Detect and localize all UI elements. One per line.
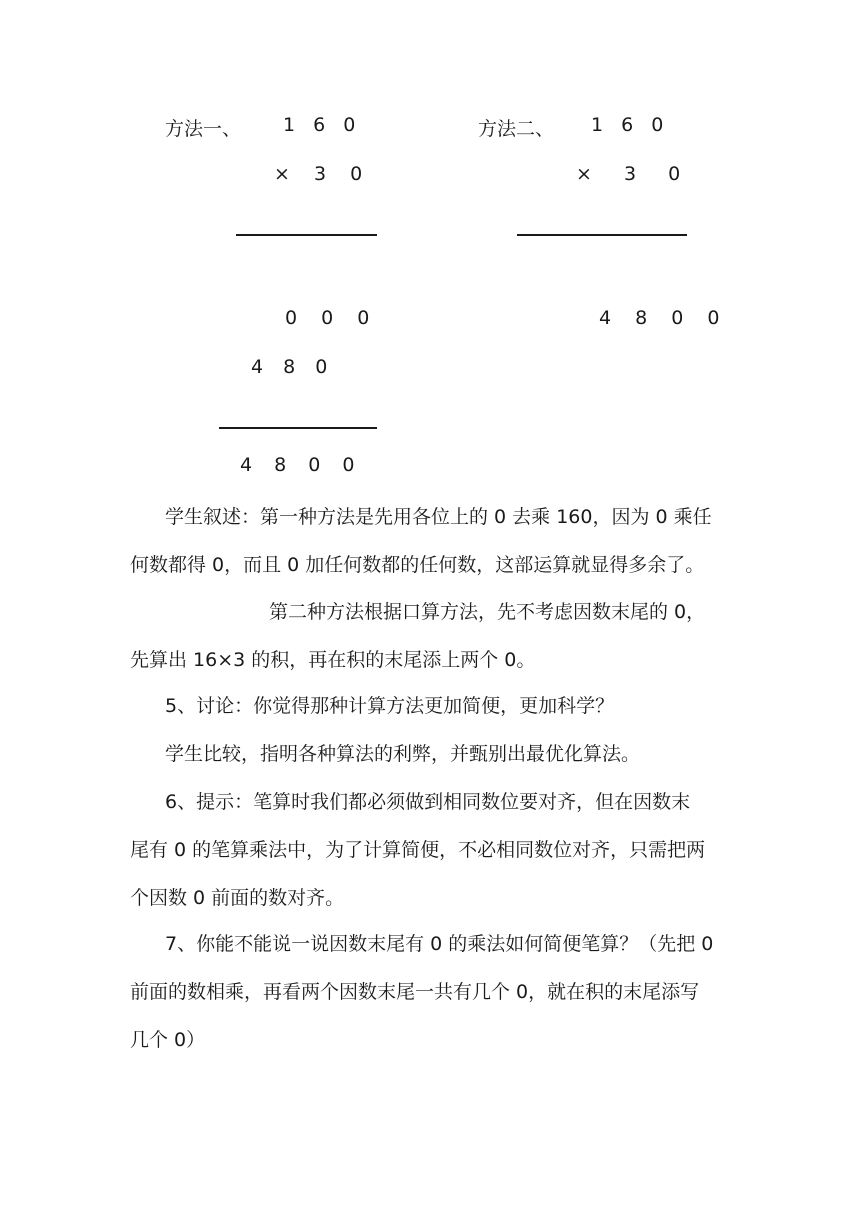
text-line: 先算出 16×3 的积，再在积的末尾添上两个 0。: [130, 649, 536, 671]
method2-multiplier: × 3 0: [576, 163, 681, 185]
paragraph-student-narration: [130, 493, 730, 589]
method2-label: 方法二、: [478, 118, 555, 140]
text-line: 几个 0）: [130, 1029, 206, 1051]
paragraph-second-method: [130, 588, 730, 684]
text-line: 个因数 0 前面的数对齐。: [130, 887, 345, 909]
text-line: 5、讨论：你觉得那种计算方法更加简便，更加科学？: [165, 695, 615, 717]
paragraph-question-7: [130, 920, 730, 1064]
paragraph-discussion: [130, 682, 730, 730]
method1-label: 方法一、: [165, 118, 242, 140]
text-line: 6、提示：笔算时我们都必须做到相同数位要对齐，但在因数末: [165, 791, 691, 813]
text-line: 7、你能不能说一说因数末尾有 0 的乘法如何简便笔算？（先把 0: [165, 933, 714, 955]
paragraph-comparison: [130, 730, 730, 778]
text-line: 何数都得 0，而且 0 加任何数都的任何数，这部运算就显得多余了。: [130, 554, 705, 576]
method2-rule: [517, 234, 687, 236]
text-line: 第二种方法根据口算方法，先不考虑因数末尾的 0，: [269, 601, 706, 623]
method1-result: 4 8 0 0: [240, 454, 355, 476]
text-line: 学生叙述：第一种方法是先用各位上的 0 去乘 160，因为 0 乘任: [165, 506, 712, 528]
method1-multiplicand: 1 6 0: [283, 114, 356, 136]
method2-result: 4 8 0 0: [599, 307, 720, 329]
method2-multiplicand: 1 6 0: [591, 114, 664, 136]
method1-partial-product-2: 4 8 0: [251, 356, 328, 378]
method1-multiplier: × 3 0: [274, 163, 363, 185]
method1-rule-2: [219, 427, 377, 429]
method1-partial-product-1: 0 0 0: [285, 307, 370, 329]
text-line: 尾有 0 的笔算乘法中，为了计算简便，不必相同数位对齐，只需把两: [130, 839, 706, 861]
text-line: 前面的数相乘，再看两个因数末尾一共有几个 0，就在积的末尾添写: [130, 981, 700, 1003]
paragraph-hint: [130, 778, 730, 922]
method1-rule-1: [236, 234, 377, 236]
text-line: 学生比较，指明各种算法的利弊，并甄别出最优化算法。: [165, 743, 641, 765]
